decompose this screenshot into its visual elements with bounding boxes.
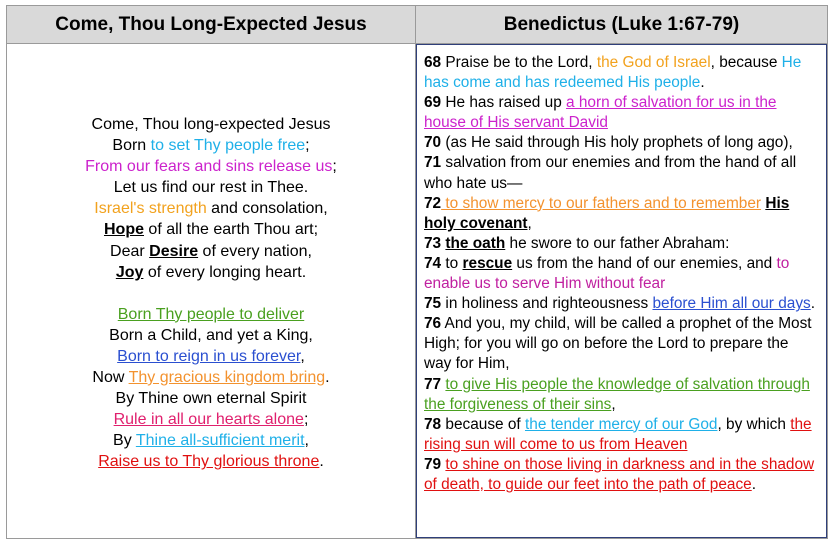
verse-highlight: the rising sun will come to us from Heaven — [424, 415, 812, 453]
hymn-line-text: ; — [332, 158, 337, 176]
hymn-line — [7, 346, 415, 367]
verse-number: 68 — [424, 54, 442, 71]
verse-highlight: to enable us to serve Him without fear — [424, 254, 790, 293]
verse-number: 76 — [424, 315, 442, 333]
comparison-table — [6, 5, 828, 539]
hymn-line-text: of all the earth Thou art; — [143, 221, 319, 239]
hymn-line-text: Come, Thou long-expected Jesus — [91, 116, 331, 133]
verse-text: , by which — [717, 415, 791, 433]
verse-highlight: a horn of salvation for us in the house of His servant David — [424, 94, 777, 132]
hymn-line-text: Born — [112, 137, 151, 155]
hymn-line — [7, 430, 415, 451]
hymn-line — [7, 367, 415, 388]
verse-number: 72 — [424, 194, 442, 212]
hymn-highlight: Thy gracious kingdom bring — [128, 369, 326, 387]
hymn-text — [7, 114, 415, 473]
hymn-emphasis: Joy — [115, 263, 144, 281]
verse-text: he swore to our father Abraham: — [505, 234, 730, 252]
stanza-gap — [7, 283, 415, 304]
verse-highlight: to give His people the knowledge of salvation through the forgiveness of their sins — [424, 375, 810, 413]
verse-number: 78 — [424, 415, 442, 433]
hymn-line — [7, 156, 415, 177]
verse-emphasis: His holy covenant — [424, 194, 790, 232]
hymn-line — [7, 177, 415, 198]
hymn-line-text: Dear — [110, 242, 150, 260]
hymn-emphasis: Hope — [103, 221, 144, 239]
verse-text: . — [751, 475, 757, 493]
verse-text: , because — [710, 54, 782, 71]
hymn-highlight: Thine all-sufficient merit — [135, 432, 305, 450]
hymn-line — [7, 304, 415, 325]
verse-emphasis: the oath — [445, 234, 506, 252]
hymn-highlight: Rule in all our hearts alone — [113, 411, 304, 429]
hymn-highlight: to set Thy people free — [150, 137, 306, 155]
verse-emphasis: rescue — [462, 254, 513, 272]
verse-number: 73 — [424, 234, 442, 252]
hymn-line-text: . — [325, 369, 330, 387]
hymn-line — [7, 388, 415, 409]
verse-number: 70 — [424, 134, 442, 152]
hymn-line — [7, 451, 415, 472]
hymn-emphasis: Desire — [149, 242, 199, 260]
hymn-line — [7, 135, 415, 156]
verse-text: (as He said through His holy prophets of long ago), — [441, 134, 793, 152]
verse-text: because of — [441, 415, 525, 433]
hymn-line-text: By Thine own eternal Spirit — [115, 390, 307, 408]
verse-number: 77 — [424, 375, 442, 393]
hymn-line-text: . — [319, 453, 324, 471]
verse-text: And you, my child, will be called a prophet of the Most High; for you will go on before the Lord to prepare the way for Him, — [424, 315, 812, 373]
header-hymn-title: Come, Thou Long-Expected Jesus — [7, 6, 416, 44]
verse-number: 74 — [424, 254, 442, 272]
verse-text: us from the hand of our enemies, and — [512, 254, 777, 272]
hymn-line-text: , — [300, 347, 305, 365]
verse-number: 79 — [424, 455, 442, 473]
scripture-cell — [416, 44, 827, 538]
hymn-line-text: , — [304, 432, 309, 450]
hymn-cell — [7, 44, 416, 538]
hymn-line-text: By — [113, 432, 136, 450]
hymn-highlight: Born to reign in us forever — [117, 347, 301, 365]
hymn-line — [7, 198, 415, 219]
hymn-line-text: Now — [92, 369, 129, 387]
verse-text: , — [527, 214, 532, 232]
hymn-line — [7, 325, 415, 346]
verse-number: 69 — [424, 94, 442, 112]
hymn-line-text: Let us find our rest in Thee. — [113, 179, 309, 197]
hymn-highlight: Raise us to Thy glorious throne — [98, 453, 320, 471]
hymn-line — [7, 262, 415, 283]
hymn-highlight: Israel's strength — [94, 200, 207, 218]
verse-highlight: the God of Israel — [596, 54, 711, 71]
scripture-text — [424, 53, 819, 495]
hymn-line-text: of every longing heart. — [143, 263, 307, 281]
verse-text: in holiness and righteousness — [441, 295, 653, 313]
hymn-highlight: From our fears and sins release us — [85, 158, 333, 176]
verse-highlight: before Him all our days — [652, 295, 811, 313]
verse-text: . — [810, 295, 816, 313]
hymn-line — [7, 409, 415, 430]
hymn-line-text: and consolation, — [206, 200, 328, 218]
hymn-line-text: ; — [303, 411, 309, 429]
hymn-line-text: ; — [305, 137, 310, 155]
hymn-highlight: Born Thy people to deliver — [117, 305, 305, 323]
hymn-line — [7, 241, 415, 262]
hymn-line-text: of every nation, — [198, 242, 312, 260]
verse-text: Praise be to the Lord, — [441, 54, 597, 71]
verse-highlight: He has come and has redeemed His people — [424, 54, 802, 92]
verse-text: to — [441, 254, 463, 272]
hymn-line — [7, 114, 415, 135]
verse-number: 75 — [424, 295, 442, 313]
hymn-line-text: Born a Child, and yet a King, — [109, 326, 313, 344]
header-scripture-title: Benedictus (Luke 1:67-79) — [416, 6, 827, 44]
verse-text: salvation from our enemies and from the hand of all who hate us— — [424, 154, 797, 192]
verse-highlight: the tender mercy of our God — [524, 415, 718, 433]
verse-text: . — [700, 74, 705, 92]
verse-number: 71 — [424, 154, 442, 172]
verse-highlight: to shine on those living in darkness and in the shadow of death, to guide our feet into the path of peace — [424, 455, 815, 493]
hymn-line — [7, 219, 415, 240]
verse-text: , — [611, 395, 616, 413]
verse-text: He has raised up — [441, 94, 567, 112]
verse-highlight: to show mercy to our fathers and to remember — [441, 194, 762, 212]
